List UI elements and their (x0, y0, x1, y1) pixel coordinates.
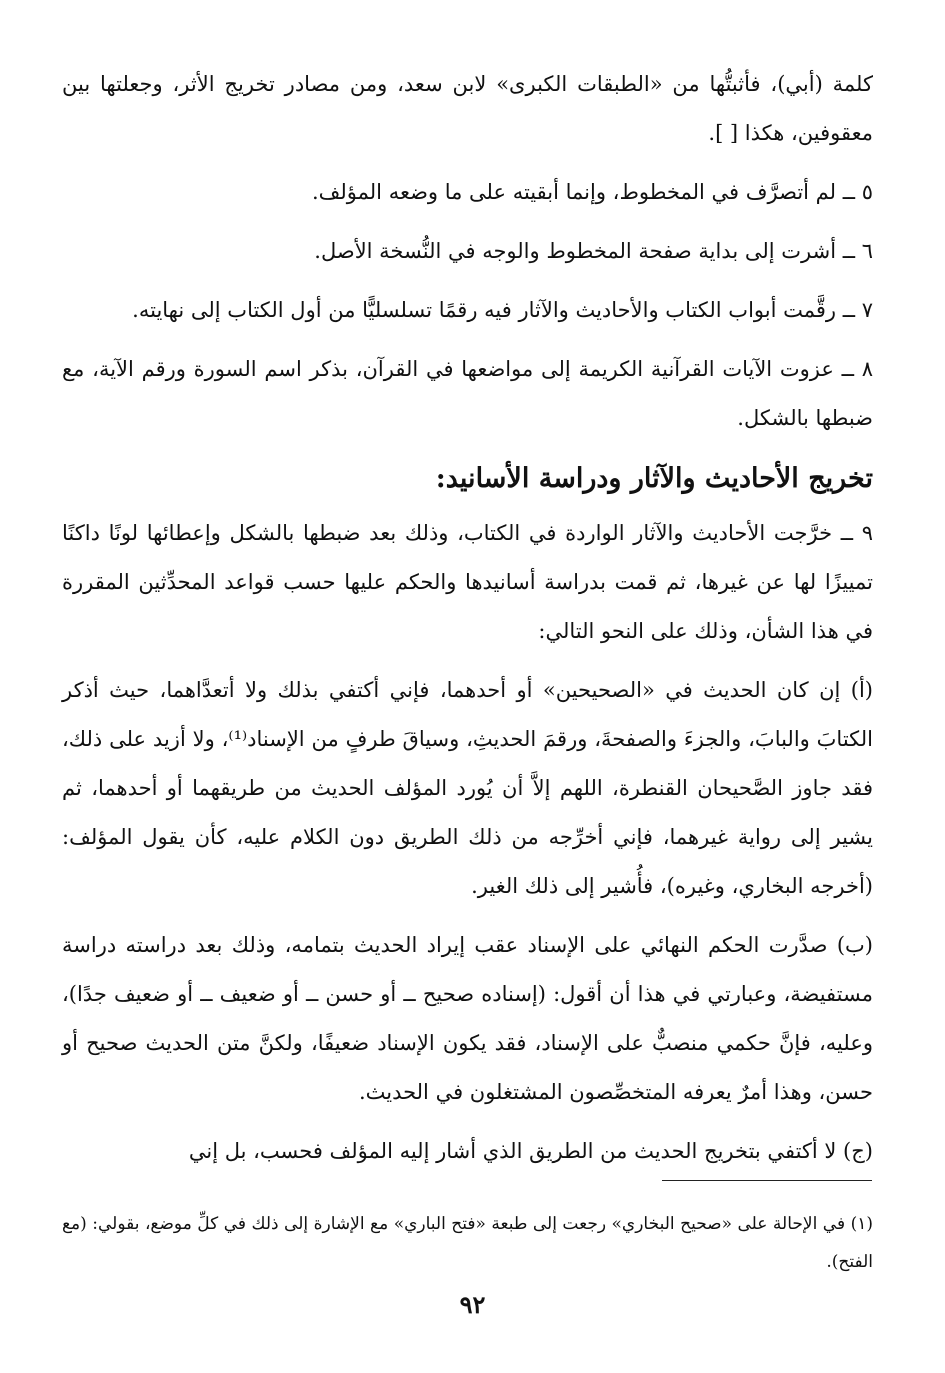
footnote-text: (١) في الإحالة على «صحيح البخاري» رجعت إلى طبعة «فتح الباري» مع الإشارة إلى ذلك في كلِّ موضع، بقولي: (مع الفتح). (62, 1214, 873, 1272)
paragraph-ba: (ب) صدَّرت الحكم النهائي على الإسناد عقب إيراد الحديث بتمامه، وذلك بعد دراسته دراسة مستفيضة، وعبارتي في هذا أن أقول: (إسناده صحيح ــ أو حسن ــ أو ضعيف ــ أو ضعيف جدًا)، وعليه، فإنَّ حكمي منصبٌّ على الإسناد، فقد يكون الإسناد ضعيفًا، ولكنَّ متن الحديث صحيح أو حسن، وهذا أمرٌ يعرفه المتخصِّصون المشتغلون في الحديث. (62, 933, 873, 1104)
paragraph-item-6: ٦ ــ أشرت إلى بداية صفحة المخطوط والوجه في النُّسخة الأصل. (314, 239, 873, 263)
paragraph-item-8: ٨ ــ عزوت الآيات القرآنية الكريمة إلى مواضعها في القرآن، بذكر اسم السورة ورقم الآية، مع ضبطها بالشكل. (62, 357, 873, 430)
page-number: ٩٢ (459, 1290, 486, 1319)
paragraph-item-9: ٩ ــ خرَّجت الأحاديث والآثار الواردة في الكتاب، وذلك بعد ضبطها بالشكل وإعطائها لونًا داكنًا تمييزًا لها عن غيرها، ثم قمت بدراسة أسانيدها والحكم عليها حسب قواعد المحدِّثين المقررة في هذا الشأن، وذلك على النحو التالي: (62, 521, 873, 643)
paragraph-item-5: ٥ ــ لم أتصرَّف في المخطوط، وإنما أبقيته على ما وضعه المؤلف. (311, 180, 873, 204)
paragraph-intro: كلمة (أبي)، فأثبتُّها من «الطبقات الكبرى» لابن سعد، ومن مصادر تخريج الأثر، وجعلتها بين معقوفين، هكذا [ ]. (62, 72, 873, 145)
footnote-divider (662, 1180, 872, 1181)
paragraph-alif: (أ) إن كان الحديث في «الصحيحين» أو أحدهما، فإني أكتفي بذلك ولا أتعدَّاهما، حيث أذكر الكتابَ والبابَ، والجزءَ والصفحةَ، ورقمَ الحديثِ، وسياقَ طرفٍ من الإسناد⁽¹⁾، ولا أزيد على ذلك، فقد جاوز الصَّحيحان القنطرة، اللهم إلاَّ أن يُورد المؤلف الحديث من طريقهما أو أحدهما، ثم يشير إلى رواية غيرهما، فإني أخرِّجه من ذلك الطريق دون الكلام عليه، كأن يقول المؤلف: (أخرجه البخاري، وغيره)، فأُشير إلى ذلك الغير. (62, 678, 873, 898)
body-text (62, 60, 873, 1186)
paragraph-jim: (ج) لا أكتفي بتخريج الحديث من الطريق الذي أشار إليه المؤلف فحسب، بل إني (188, 1139, 873, 1163)
paragraph-item-7: ٧ ــ رقَّمت أبواب الكتاب والأحاديث والآثار فيه رقمًا تسلسليًّا من أول الكتاب إلى نهايته. (132, 298, 873, 322)
section-heading: تخريج الأحاديث والآثار ودراسة الأسانيد: (435, 463, 873, 494)
